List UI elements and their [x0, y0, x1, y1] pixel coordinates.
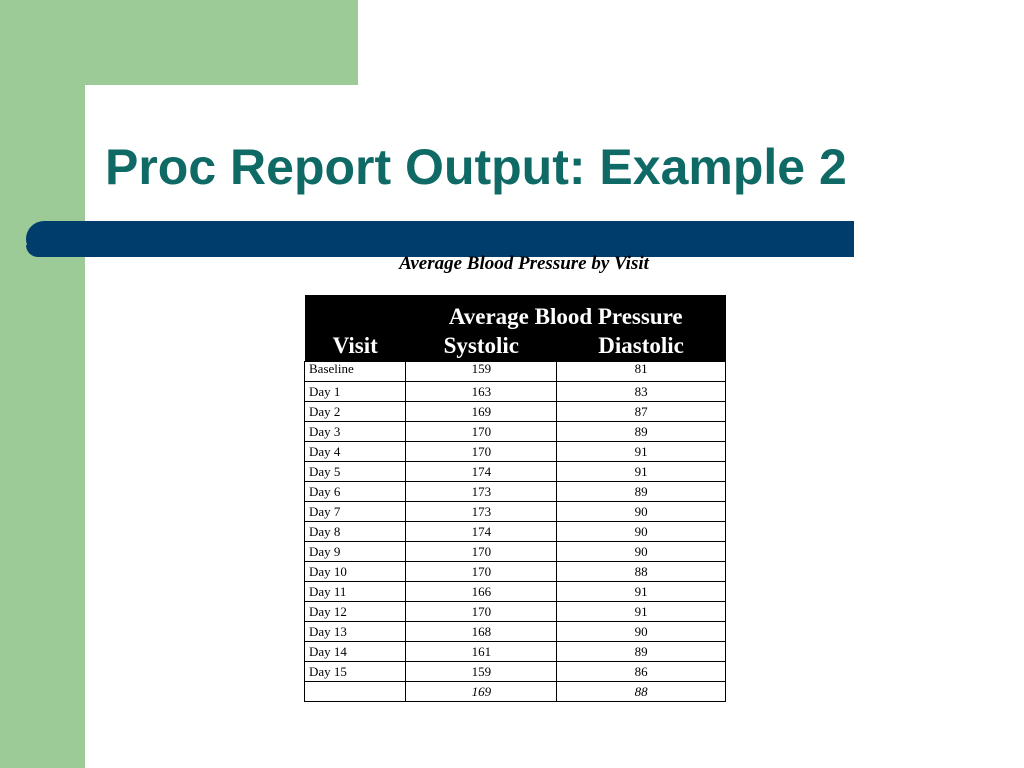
table-row	[305, 362, 726, 382]
table-row	[305, 582, 726, 602]
cell-diastolic: 89	[557, 642, 726, 662]
cell-diastolic: 90	[557, 522, 726, 542]
table-row	[305, 522, 726, 542]
cell-visit: Day 12	[305, 602, 406, 622]
cell-diastolic: 87	[557, 402, 726, 422]
background-green-left	[0, 0, 85, 768]
table-summary-row	[305, 682, 726, 702]
cell-diastolic: 86	[557, 662, 726, 682]
table-row	[305, 422, 726, 442]
cell-visit: Day 7	[305, 502, 406, 522]
cell-diastolic: 90	[557, 622, 726, 642]
cell-visit: Day 3	[305, 422, 406, 442]
cell-diastolic: 81	[557, 362, 726, 382]
column-group-header: Average Blood Pressure	[406, 295, 726, 330]
cell-systolic: 170	[406, 542, 557, 562]
report-table-header	[305, 295, 726, 362]
column-header-systolic: Systolic	[406, 330, 557, 361]
cell-diastolic: 89	[557, 422, 726, 442]
cell-systolic: 170	[406, 602, 557, 622]
cell-visit: Day 1	[305, 382, 406, 402]
cell-visit: Day 4	[305, 442, 406, 462]
cell-systolic: 170	[406, 562, 557, 582]
table-row	[305, 622, 726, 642]
table-row	[305, 402, 726, 422]
cell-visit: Day 15	[305, 662, 406, 682]
cell-systolic: 174	[406, 462, 557, 482]
cell-systolic: 170	[406, 422, 557, 442]
cell-visit: Day 10	[305, 562, 406, 582]
table-row	[305, 442, 726, 462]
cell-visit: Day 14	[305, 642, 406, 662]
cell-visit: Day 5	[305, 462, 406, 482]
table-row	[305, 662, 726, 682]
cell-systolic-mean: 169	[406, 682, 557, 702]
table-row	[305, 542, 726, 562]
table-row	[305, 562, 726, 582]
cell-visit: Day 2	[305, 402, 406, 422]
table-row	[305, 602, 726, 622]
cell-systolic: 159	[406, 362, 557, 382]
cell-visit: Day 11	[305, 582, 406, 602]
cell-systolic: 161	[406, 642, 557, 662]
cell-diastolic: 89	[557, 482, 726, 502]
cell-systolic: 173	[406, 502, 557, 522]
cell-systolic: 159	[406, 662, 557, 682]
cell-diastolic: 91	[557, 582, 726, 602]
table-row	[305, 502, 726, 522]
cell-visit: Day 13	[305, 622, 406, 642]
cell-systolic: 170	[406, 442, 557, 462]
cell-visit: Day 9	[305, 542, 406, 562]
cell-visit: Baseline	[305, 362, 406, 382]
table-row	[305, 482, 726, 502]
table-row	[305, 462, 726, 482]
cell-visit: Day 6	[305, 482, 406, 502]
cell-systolic: 166	[406, 582, 557, 602]
cell-diastolic-mean: 88	[557, 682, 726, 702]
cell-systolic: 169	[406, 402, 557, 422]
cell-visit	[305, 682, 406, 702]
cell-diastolic: 88	[557, 562, 726, 582]
table-row	[305, 642, 726, 662]
column-header-visit: Visit	[305, 295, 406, 362]
column-header-diastolic: Diastolic	[557, 330, 726, 361]
cell-visit: Day 8	[305, 522, 406, 542]
cell-systolic: 174	[406, 522, 557, 542]
report-table-body	[305, 362, 726, 702]
cell-diastolic: 91	[557, 462, 726, 482]
cell-diastolic: 91	[557, 602, 726, 622]
slide-title: Proc Report Output: Example 2	[105, 139, 847, 195]
cell-systolic: 173	[406, 482, 557, 502]
report-caption: Average Blood Pressure by Visit	[399, 253, 649, 274]
cell-systolic: 163	[406, 382, 557, 402]
cell-diastolic: 91	[557, 442, 726, 462]
background-green-top	[0, 0, 358, 85]
cell-diastolic: 90	[557, 542, 726, 562]
report-table	[304, 295, 726, 702]
table-row	[305, 382, 726, 402]
title-divider-bar	[26, 221, 854, 257]
cell-systolic: 168	[406, 622, 557, 642]
cell-diastolic: 90	[557, 502, 726, 522]
cell-diastolic: 83	[557, 382, 726, 402]
